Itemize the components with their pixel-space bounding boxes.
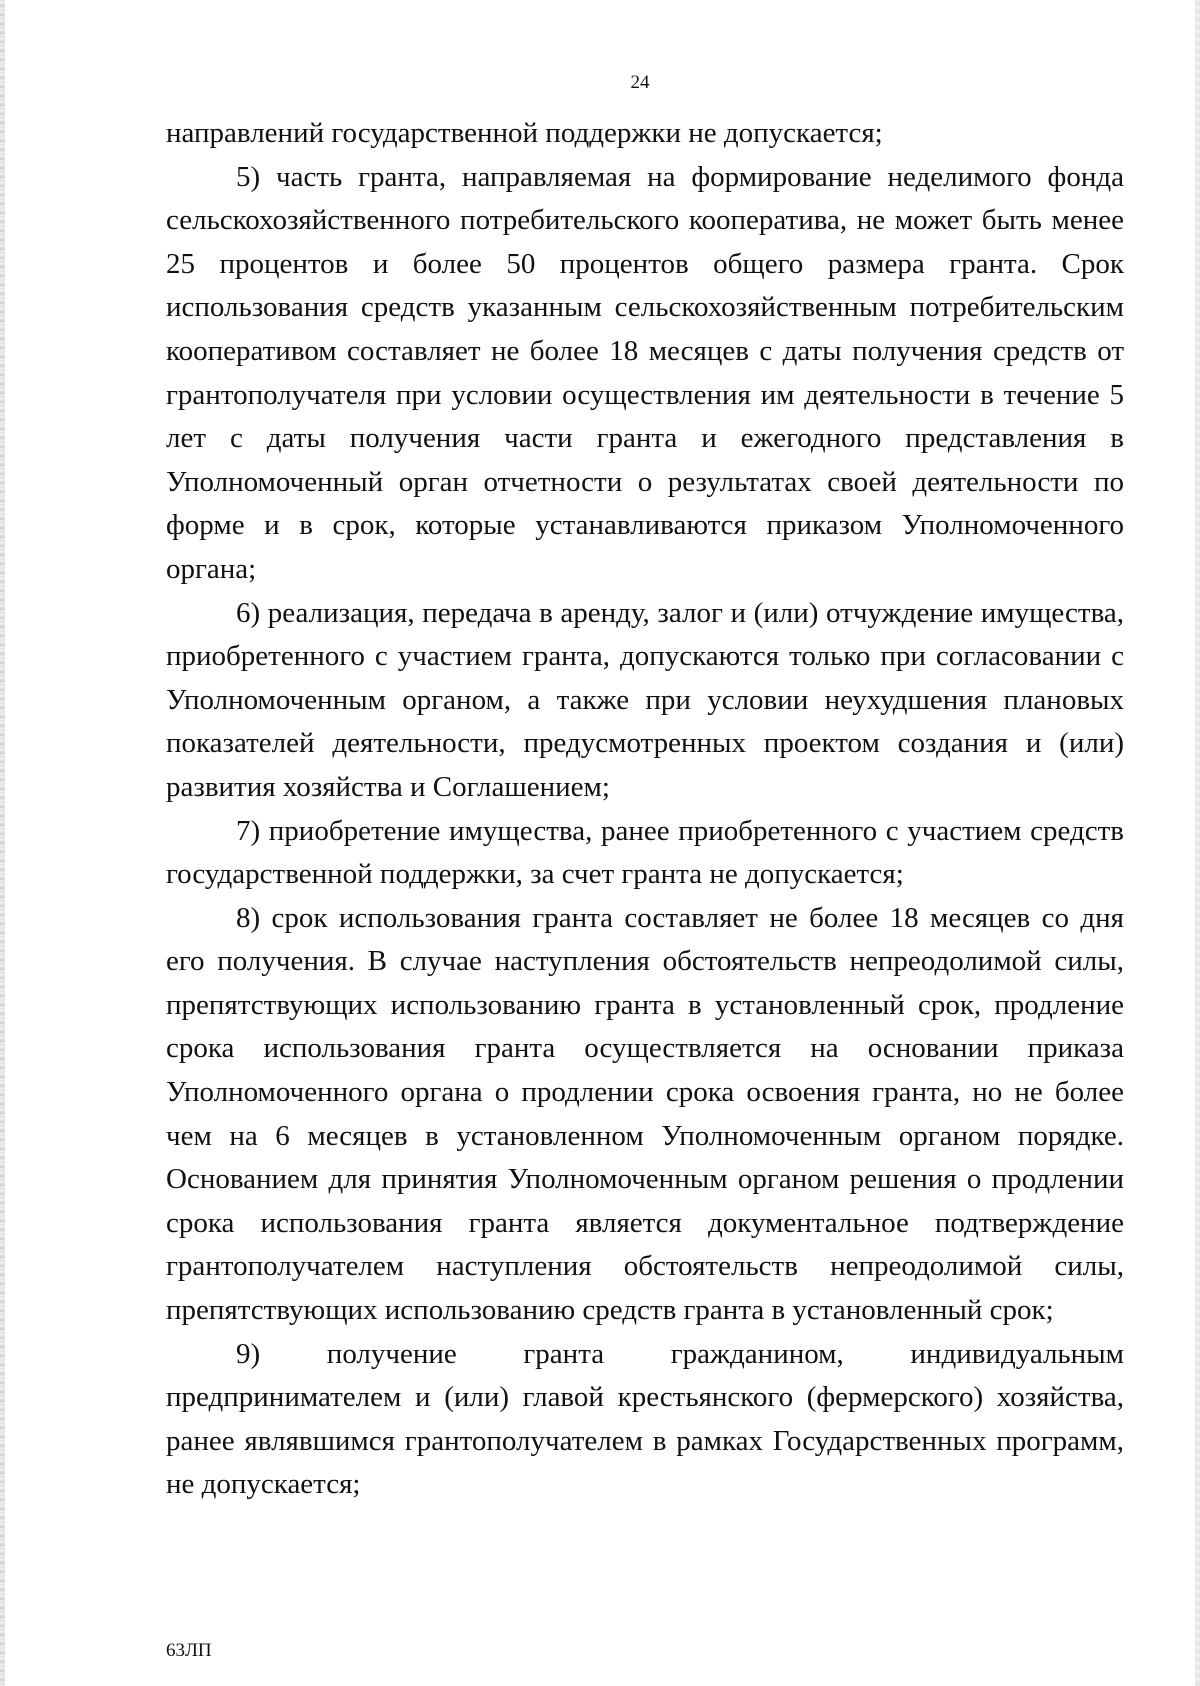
scan-edge-left (0, 0, 5, 1686)
paragraph-item-7: 7) приобретение имущества, ранее приобретенного с участием средств государственной поддержки, за счет гранта не допускается; (166, 814, 1124, 891)
paragraph-item-6: 6) реализация, передача в аренду, залог и (или) отчуждение имущества, приобретенного с участием гранта, допускаются только при согласовании с Уполномоченным органом, а также при условии неухудшения плановых показателей деятельности, предусмотренных проектом создания и (или) развития хозяйства и Соглашением; (166, 596, 1124, 803)
paragraph-item-5: 5) часть гранта, направляемая на формирование неделимого фонда сельскохозяйственного потребительского кооператива, не может быть менее 25 процентов и более 50 процентов общего размера гранта. Срок использования средств указанным сельскохозяйственным потребительским кооперативом составляет не более 18 месяцев с даты получения средств от грантополучателя при условии осуществления им деятельности в течение 5 лет с даты получения части гранта и ежегодного представления в Уполномоченный орган отчетности о результатах своей деятельности по форме и в срок, которые устанавливаются приказом Уполномоченного органа; (166, 160, 1124, 585)
document-body (166, 112, 1124, 1507)
document-code: 63ЛП (166, 1640, 212, 1661)
paragraph-item-8: 8) срок использования гранта составляет не более 18 месяцев со дня его получения. В случае наступления обстоятельств непреодолимой силы, препятствующих использованию гранта в установленный срок, продление срока использования гранта осуществляется на основании приказа Уполномоченного органа о продлении срока освоения гранта, но не более чем на 6 месяцев в установленном Уполномоченным органом порядке. Основанием для принятия Уполномоченным органом решения о продлении срока использования гранта является документальное подтверждение грантополучателем наступления обстоятельств непреодолимой силы, препятствующих использованию средств гранта в установленный срок; (166, 901, 1124, 1327)
paragraph-item-9: 9) получение гранта гражданином, индивидуальным предпринимателем и (или) главой крестьянского (фермерского) хозяйства, ранее являвшимся грантополучателем в рамках Государственных программ, не допускается; (166, 1337, 1124, 1501)
paragraph-continuation: направлений государственной поддержки не допускается; (166, 117, 883, 149)
page-number: 24 (630, 72, 650, 93)
scan-edge-right (1195, 0, 1200, 1686)
